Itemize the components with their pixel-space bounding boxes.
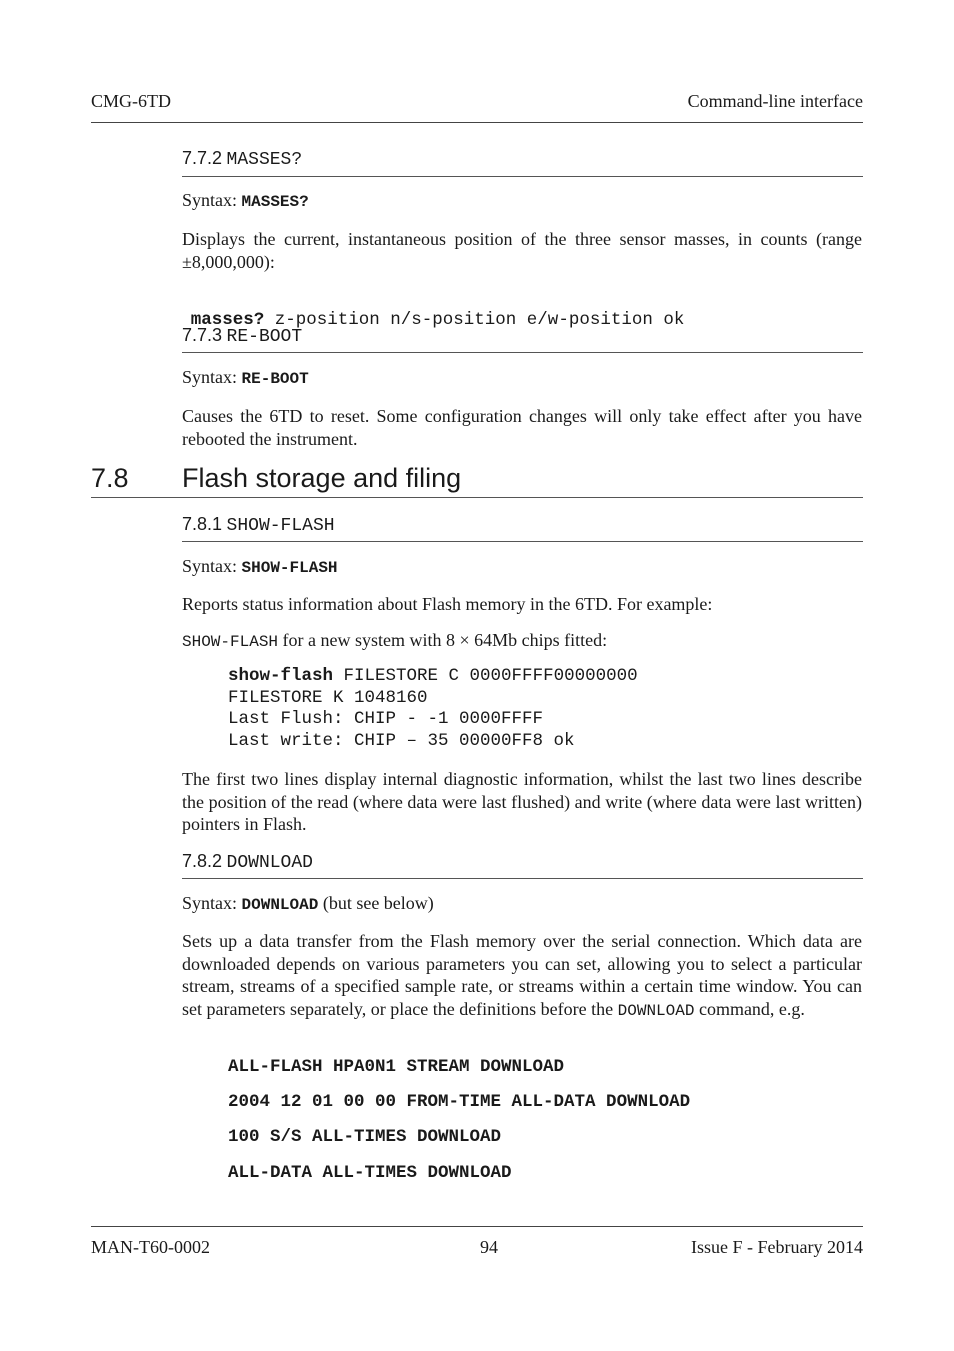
example-command-1: ALL-FLASH HPA0N1 STREAM DOWNLOAD bbox=[228, 1057, 565, 1077]
syntax-line bbox=[182, 893, 434, 914]
syntax-label: Syntax: bbox=[182, 893, 238, 913]
syntax-command: RE-BOOT bbox=[241, 370, 309, 388]
syntax-line bbox=[182, 556, 338, 577]
footer-rule bbox=[91, 1226, 863, 1227]
section-rule bbox=[182, 541, 863, 542]
code-line: FILESTORE K 1048160 bbox=[228, 687, 428, 708]
section-number: 7.7.3 bbox=[182, 325, 223, 345]
example-output: z-position n/s-position e/w-position ok bbox=[264, 310, 685, 330]
example-command-3: 100 S/S ALL-TIMES DOWNLOAD bbox=[228, 1127, 502, 1147]
header-rule bbox=[91, 122, 863, 123]
footer-doc-number: MAN-T60-0002 bbox=[91, 1237, 210, 1257]
page-number: 94 bbox=[480, 1237, 498, 1257]
syntax-suffix: (but see below) bbox=[318, 893, 434, 913]
footer-issue: Issue F - February 2014 bbox=[691, 1237, 863, 1257]
section-heading-7-8-2 bbox=[182, 851, 313, 873]
code-line: Last Flush: CHIP - -1 0000FFFF bbox=[228, 709, 544, 730]
description bbox=[182, 930, 862, 1022]
description: Causes the 6TD to reset. Some configuration changes will only take effect after you have rebooted the instrument. bbox=[182, 406, 862, 449]
section-rule bbox=[182, 878, 863, 879]
code-line: Last write: CHIP – 35 00000FF8 ok bbox=[228, 731, 575, 752]
description-text: Sets up a data transfer from the Flash memory over the serial connection. Which data are downloaded depends on various parameters you can set, allowing you to select a particular stream, streams of a specified sample rate, or streams within a certain time window. You can set parameters separately, or place the definitions before the bbox=[182, 931, 862, 1019]
header-chapter-title: Command-line interface bbox=[687, 91, 863, 111]
section-number: 7.8.2 bbox=[182, 851, 223, 871]
code-command: show-flash bbox=[228, 666, 334, 686]
section-command: DOWNLOAD bbox=[226, 853, 313, 873]
section-rule bbox=[182, 176, 863, 177]
example-command-2: 2004 12 01 00 00 FROM-TIME ALL-DATA DOWNLOAD bbox=[228, 1092, 691, 1112]
example-command-4: ALL-DATA ALL-TIMES DOWNLOAD bbox=[228, 1163, 512, 1183]
syntax-command: MASSES? bbox=[241, 193, 309, 211]
description-text: command, e.g. bbox=[694, 998, 805, 1019]
syntax-label: Syntax: bbox=[182, 556, 238, 576]
code-block bbox=[228, 666, 638, 753]
section-rule bbox=[182, 352, 863, 353]
example-line bbox=[182, 287, 684, 330]
section-command: SHOW-FLASH bbox=[226, 516, 335, 536]
section-heading-7-7-3 bbox=[182, 325, 302, 347]
code-output: FILESTORE C 0000FFFF00000000 bbox=[333, 666, 638, 686]
chapter-section-title: Flash storage and filing bbox=[182, 463, 462, 493]
example-command: masses? bbox=[190, 310, 265, 330]
description: Displays the current, instantaneous position of the three sensor masses, in counts (range ±8,000,000): bbox=[182, 229, 862, 272]
chapter-section-number: 7.8 bbox=[91, 463, 129, 493]
inline-command: DOWNLOAD bbox=[617, 1001, 695, 1020]
section-command: RE-BOOT bbox=[226, 327, 303, 347]
section-heading-7-7-2 bbox=[182, 148, 302, 170]
header-doc-title: CMG-6TD bbox=[91, 91, 171, 111]
example-intro bbox=[182, 630, 607, 651]
description: Reports status information about Flash memory in the 6TD. For example: bbox=[182, 594, 713, 614]
section-rule bbox=[91, 497, 863, 498]
section-number: 7.7.2 bbox=[182, 148, 223, 168]
description: The first two lines display internal diagnostic information, whilst the last two lines describe the position of the read (where data were last flushed) and write (where data were last written) pointers in Flash. bbox=[182, 769, 862, 834]
syntax-label: Syntax: bbox=[182, 367, 238, 387]
section-heading-7-8-1 bbox=[182, 514, 335, 536]
syntax-label: Syntax: bbox=[182, 190, 238, 210]
code-line bbox=[228, 666, 638, 688]
inline-text: for a new system with 8 × 64Mb chips fitted: bbox=[278, 630, 608, 650]
syntax-line bbox=[182, 190, 309, 211]
syntax-command: SHOW-FLASH bbox=[241, 559, 338, 577]
inline-command: SHOW-FLASH bbox=[182, 633, 279, 651]
section-number: 7.8.1 bbox=[182, 514, 223, 534]
syntax-line bbox=[182, 367, 309, 388]
syntax-command: DOWNLOAD bbox=[241, 896, 319, 914]
section-command: MASSES? bbox=[226, 150, 303, 170]
